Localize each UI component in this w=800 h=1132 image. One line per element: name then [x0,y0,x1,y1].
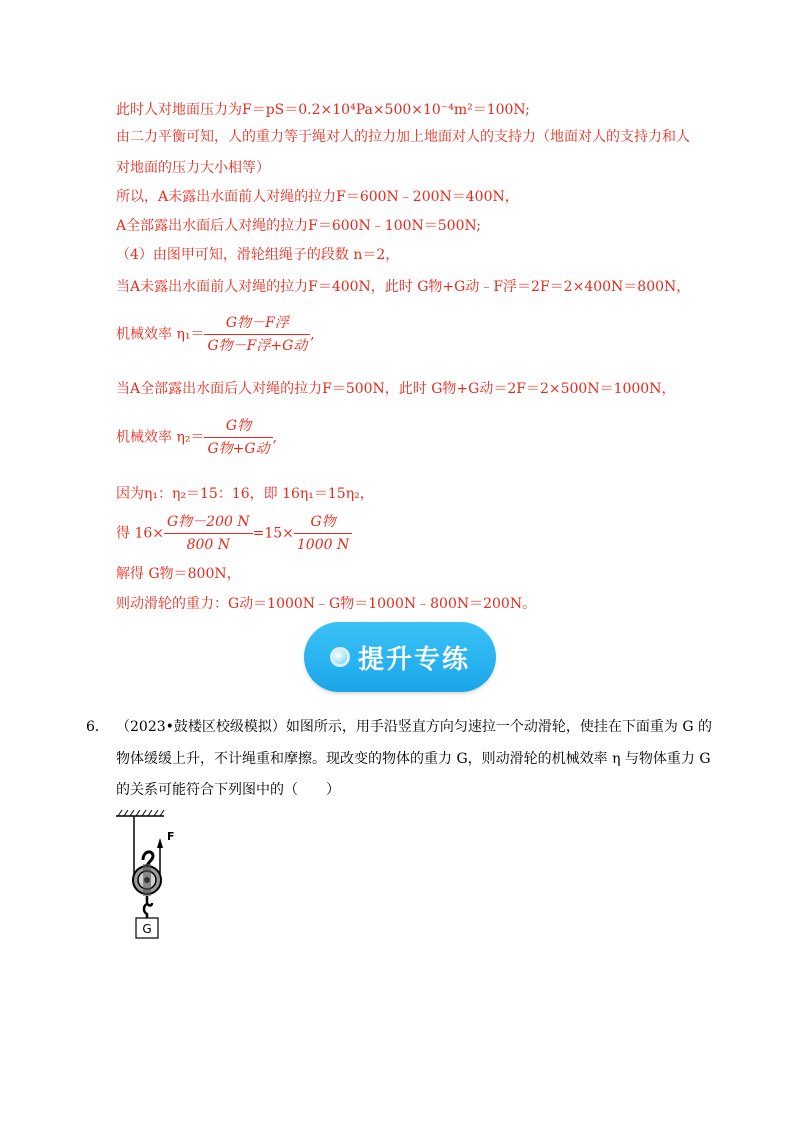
equation-fraction-2 [294,512,352,555]
solution-line-4: 所以，A未露出水面前人对绳的拉力F＝600N﹣200N＝400N， [116,189,519,205]
equation-denominator-2: 1000 N [296,537,350,553]
solution-line-5: A全部露出水面后人对绳的拉力F＝600N﹣100N＝500N; [116,218,481,234]
eta2-label: 机械效率 η₂＝ [116,429,205,446]
solution-line-3: 对地面的压力大小相等） [116,160,270,176]
practice-banner-label: 提升专练 [357,644,470,675]
solution-line-10: 解得 G物＝800N， [116,566,241,582]
eta1-numerator: G物－F浮 [204,313,310,335]
equation [116,512,352,555]
question-line-1: （2023•鼓楼区校级模拟）如图所示，用手沿竖直方向匀速拉一个动滑轮，使挂在下面重为 G 的 [116,719,712,735]
bubble-icon [330,647,350,667]
force-label: F [167,830,175,843]
eta1-denominator: G物－F浮+G动 [207,338,308,354]
equation-mid: =15× [252,525,294,542]
question-line-3: 的关系可能符合下列图中的（ ） [116,782,340,798]
equation-fraction-1 [164,512,253,555]
solution-line-7: 当A未露出水面前人对绳的拉力F＝400N，此时 G物+G动﹣F浮＝2F＝2×400N＝800N， [116,279,691,295]
eta2-numerator: G物 [204,416,272,438]
question-number: 6． [86,719,109,735]
bottom-hook [147,896,152,906]
solution-line-11: 则动滑轮的重力：G动＝1000N﹣G物＝1000N﹣800N＝200N。 [116,596,537,612]
eta1-fraction [204,313,310,356]
force-arrow [157,838,163,848]
solution-line-2: 由二力平衡可知，人的重力等于绳对人的拉力加上地面对人的支持力（地面对人的支持力和人 [116,129,690,145]
solution-line-8: 当A全部露出水面后人对绳的拉力F＝500N，此时 G物+G动＝2F＝2×500N＝1000N， [116,381,676,397]
top-hook [143,852,153,866]
solution-line-9: 因为η₁：η₂＝15：16，即 16η₁＝15η₂， [116,486,374,502]
practice-banner[interactable] [304,622,496,692]
eta1-label: 机械效率 η₁＝ [116,326,205,343]
solution-line-6: （4）由图甲可知，滑轮组绳子的段数 n＝2， [116,247,400,263]
question-line-2: 物体缓缓上升，不计绳重和摩擦。现改变的物体的重力 G，则动滑轮的机械效率 η 与物体重力 G [116,751,711,767]
eta2-denominator: G物+G动 [207,441,270,457]
solution-line-1: 此时人对地面压力为F＝pS＝0.2×10⁴Pa×500×10⁻⁴m²＝100N; [116,102,530,118]
eta2-formula: 机械效率 η₂＝ $\frac{\text{G物}}{\text{G物+G动}}$ , [116,418,278,457]
equation-numerator-2: G物 [294,512,352,534]
pulley-diagram [112,806,192,942]
pulley-frame [143,864,151,896]
equation-prefix: 得 16× [116,525,164,542]
ceiling-hatch [118,810,164,816]
equation-denominator-1: 800 N [186,537,231,553]
eta2-fraction [204,416,272,459]
equation-numerator-1: G物－200 N [164,512,253,534]
eta1-formula: 机械效率 η₁＝ $\frac{\text{G物－F浮}}{\text{G物－F浮+G动}}$ , [116,315,315,354]
weight-label: G [142,922,152,936]
